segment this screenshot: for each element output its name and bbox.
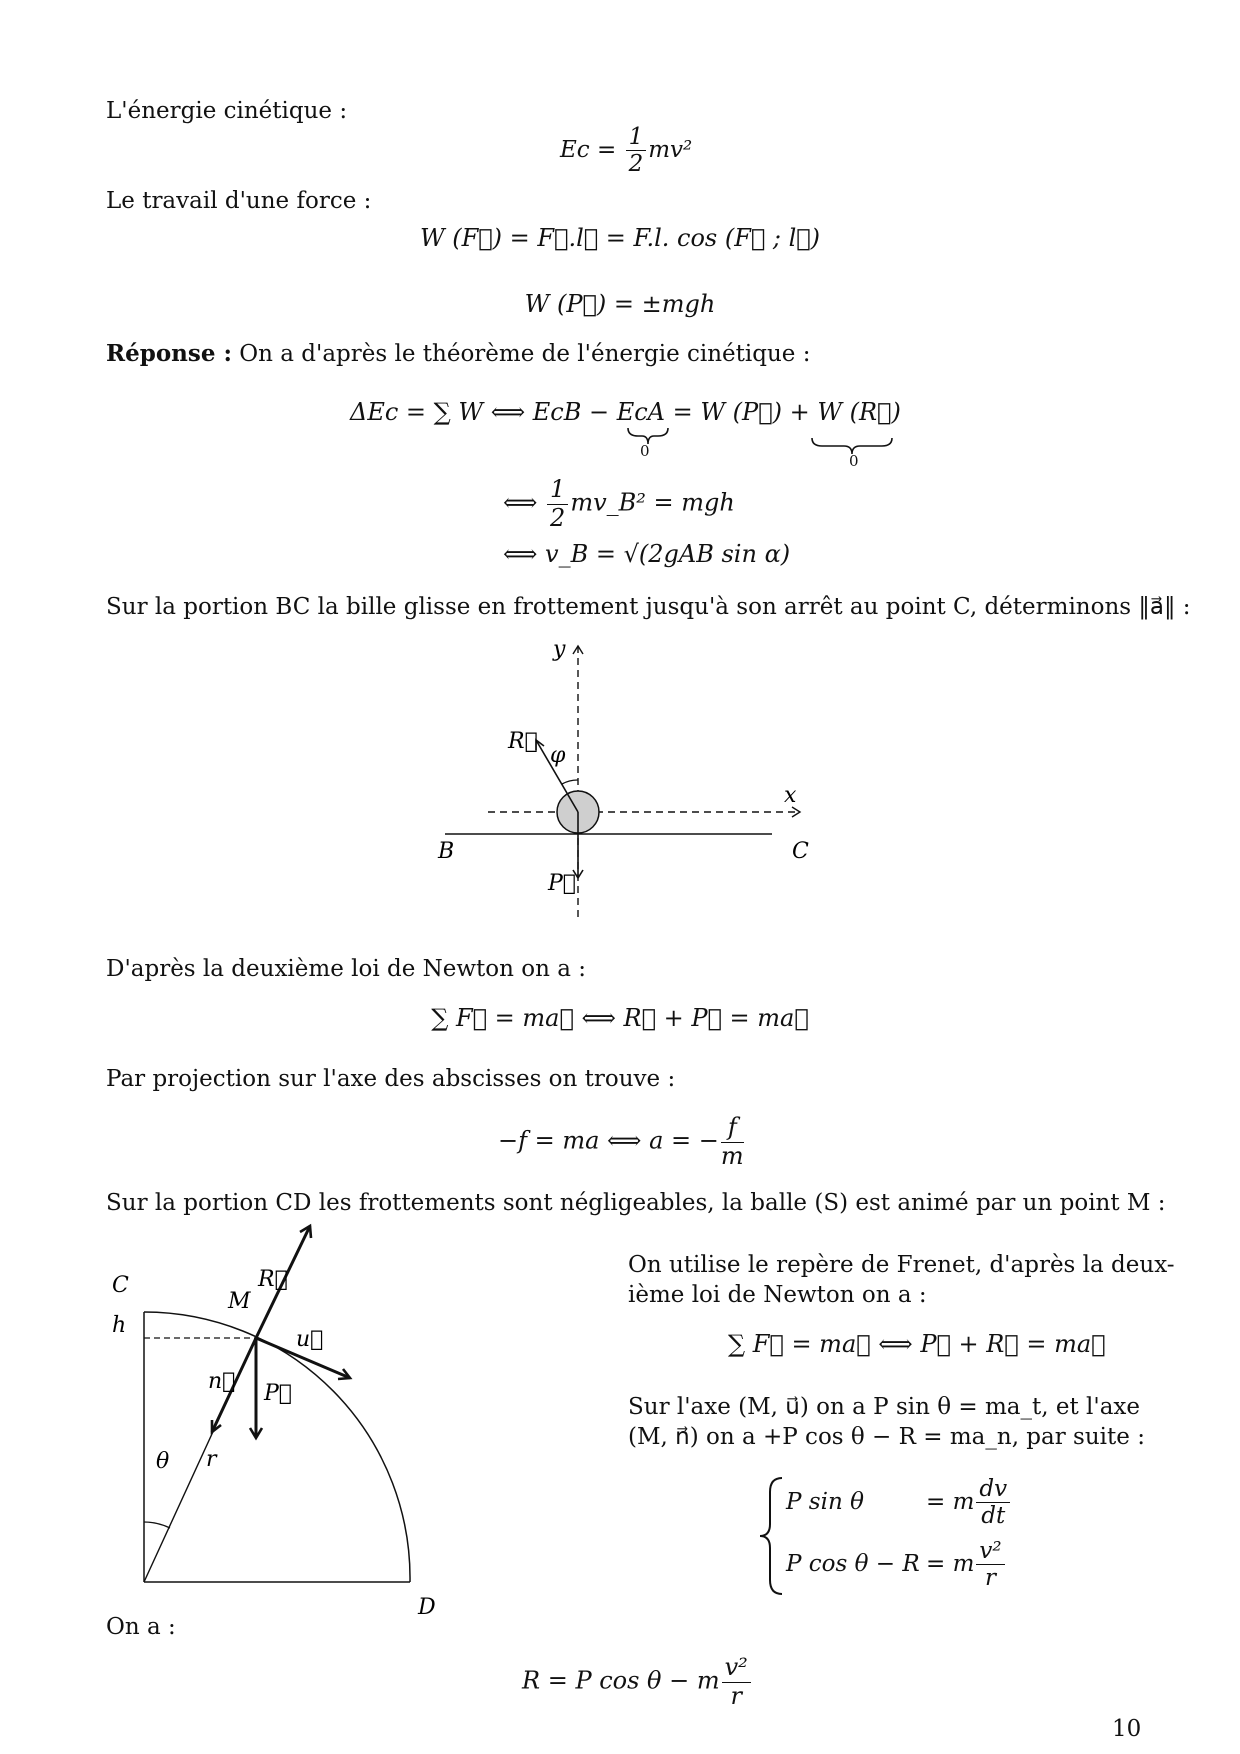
label-r: R⃗ bbox=[508, 729, 538, 754]
tec-equation-3: ⟺ v_B = √(2gAB sin α) bbox=[503, 540, 791, 568]
label-r: R⃗ bbox=[258, 1267, 288, 1292]
label-d: D bbox=[418, 1595, 436, 1620]
label-p: P⃗ bbox=[548, 871, 577, 896]
sys-2-den: r bbox=[985, 1565, 997, 1592]
tec-2-fraction bbox=[547, 476, 568, 532]
theta-arc bbox=[144, 1522, 170, 1528]
tec-equation-2 bbox=[503, 476, 735, 532]
answer-bold: Réponse : bbox=[106, 340, 232, 367]
on-a-label: On a : bbox=[106, 1614, 176, 1640]
final-fraction bbox=[722, 1654, 751, 1710]
quarter-circle bbox=[144, 1312, 410, 1582]
work-force-equation: W (F⃗) = F⃗.l⃗ = F.l. cos (F⃗ ; l⃗) bbox=[419, 224, 821, 252]
sys-1-lhs: P sin θ bbox=[786, 1488, 864, 1515]
label-p: P⃗ bbox=[264, 1381, 293, 1406]
final-equation bbox=[522, 1654, 753, 1710]
newton2-label: D'après la deuxième loi de Newton on a : bbox=[106, 956, 587, 982]
proj-fraction bbox=[721, 1114, 744, 1170]
page-number: 10 bbox=[1112, 1716, 1142, 1742]
ec-rhs: mv² bbox=[648, 136, 693, 163]
work-label: Le travail d'une force : bbox=[106, 188, 372, 214]
final-den: r bbox=[730, 1681, 742, 1710]
sys-1-den: dt bbox=[981, 1503, 1006, 1530]
newton-sum-equation: ∑ F⃗ = ma⃗ ⟺ R⃗ + P⃗ = ma⃗ bbox=[431, 1004, 809, 1032]
axis-line-2: (M, n⃗) on a +P cos θ − R = ma_n, par suite : bbox=[628, 1424, 1145, 1450]
sys-1-num: dv bbox=[976, 1476, 1010, 1503]
frenet-line-1: On utilise le repère de Frenet, d'après la deux- bbox=[628, 1252, 1175, 1278]
label-m: M bbox=[228, 1289, 251, 1314]
proj-lhs: −f = ma ⟺ a = − bbox=[498, 1126, 719, 1155]
frenet-line-2: ième loi de Newton on a : bbox=[628, 1282, 927, 1308]
proj-num: f bbox=[721, 1114, 744, 1143]
tec-equation-1: ΔEc = ∑ W ⟺ EcB − EcA = W (P⃗) + W (R⃗) bbox=[350, 398, 901, 426]
sys-1-rhs: = m bbox=[926, 1488, 975, 1515]
system-eq-2 bbox=[786, 1538, 1007, 1592]
label-u: u⃗ bbox=[296, 1327, 324, 1352]
final-num: v² bbox=[722, 1654, 751, 1683]
zero-under-wr: 0 bbox=[849, 452, 859, 470]
label-b: B bbox=[438, 839, 455, 864]
cd-intro: Sur la portion CD les frottements sont négligeables, la balle (S) est animé par un point M : bbox=[106, 1190, 1166, 1216]
label-c: C bbox=[792, 839, 809, 864]
label-r-radius: r bbox=[206, 1447, 217, 1472]
sys-2-fraction bbox=[976, 1538, 1004, 1592]
ec-lhs: Ec = bbox=[560, 136, 617, 163]
axis-line-1: Sur l'axe (M, u⃗) on a P sin θ = ma_t, et l'axe bbox=[628, 1394, 1140, 1420]
work-weight-equation: W (P⃗) = ±mgh bbox=[524, 290, 716, 318]
zero-under-eca: 0 bbox=[640, 442, 650, 460]
ec-num: 1 bbox=[626, 124, 647, 151]
frenet-sum-equation: ∑ F⃗ = ma⃗ ⟺ P⃗ + R⃗ = ma⃗ bbox=[728, 1330, 1106, 1358]
proj-den: m bbox=[720, 1141, 744, 1170]
tec-2-rhs: mv_B² = mgh bbox=[570, 488, 735, 517]
tec-2-lhs: ⟺ bbox=[503, 488, 538, 517]
phi-arc bbox=[562, 780, 578, 784]
figure-cd bbox=[100, 1220, 560, 1620]
bc-intro: Sur la portion BC la bille glisse en frottement jusqu'à son arrêt au point C, déterminons ‖a⃗‖ : bbox=[106, 594, 1191, 620]
label-h: h bbox=[112, 1313, 127, 1338]
system-eq-1 bbox=[786, 1476, 1012, 1530]
tec-2-den: 2 bbox=[550, 503, 566, 532]
final-lhs: R = P cos θ − m bbox=[522, 1666, 720, 1695]
label-n: n⃗ bbox=[208, 1369, 236, 1394]
projection-label: Par projection sur l'axe des abscisses on trouve : bbox=[106, 1066, 676, 1092]
kinetic-energy-label: L'énergie cinétique : bbox=[106, 98, 348, 124]
sys-2-num: v² bbox=[976, 1538, 1004, 1565]
tec-2-num: 1 bbox=[547, 476, 568, 505]
label-y: y bbox=[553, 637, 566, 662]
sys-2-lhs: P cos θ − R bbox=[786, 1550, 920, 1577]
sys-1-fraction bbox=[976, 1476, 1010, 1530]
label-phi: φ bbox=[550, 743, 566, 768]
sys-2-rhs: = m bbox=[926, 1550, 975, 1577]
ec-den: 2 bbox=[628, 151, 644, 178]
label-x: x bbox=[784, 783, 797, 808]
label-theta: θ bbox=[156, 1449, 170, 1474]
figure-bc bbox=[420, 636, 820, 926]
label-c: C bbox=[112, 1273, 129, 1298]
projection-equation bbox=[498, 1114, 746, 1170]
answer-rest: On a d'après le théorème de l'énergie cinétique : bbox=[239, 341, 811, 367]
